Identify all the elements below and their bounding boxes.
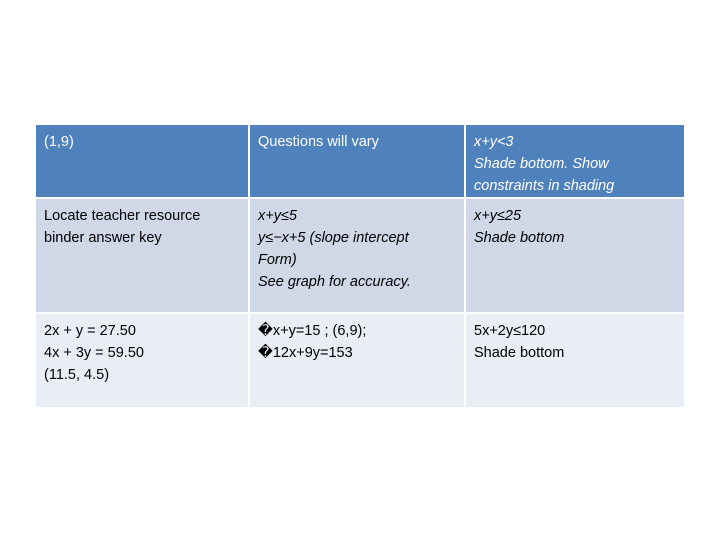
answer-key-table — [36, 125, 684, 407]
table-row — [36, 125, 684, 199]
table-row — [36, 199, 684, 314]
table-cell: Questions will vary — [250, 125, 466, 199]
table-cell: x+y≤5 y≤−x+5 (slope intercept Form) See graph for accuracy. — [250, 199, 466, 314]
table-cell: x+y<3 Shade bottom. Show constraints in shading — [466, 125, 684, 199]
table-cell: 5x+2y≤120 Shade bottom — [466, 314, 684, 407]
table-cell: x+y≤25 Shade bottom — [466, 199, 684, 314]
table-cell: �x+y=15 ; (6,9); �12x+9y=153 — [250, 314, 466, 407]
table-row — [36, 314, 684, 407]
table-cell: Locate teacher resource binder answer key — [36, 199, 250, 314]
table-cell: 2x + y = 27.50 4x + 3y = 59.50 (11.5, 4.5) — [36, 314, 250, 407]
table-cell: (1,9) — [36, 125, 250, 199]
